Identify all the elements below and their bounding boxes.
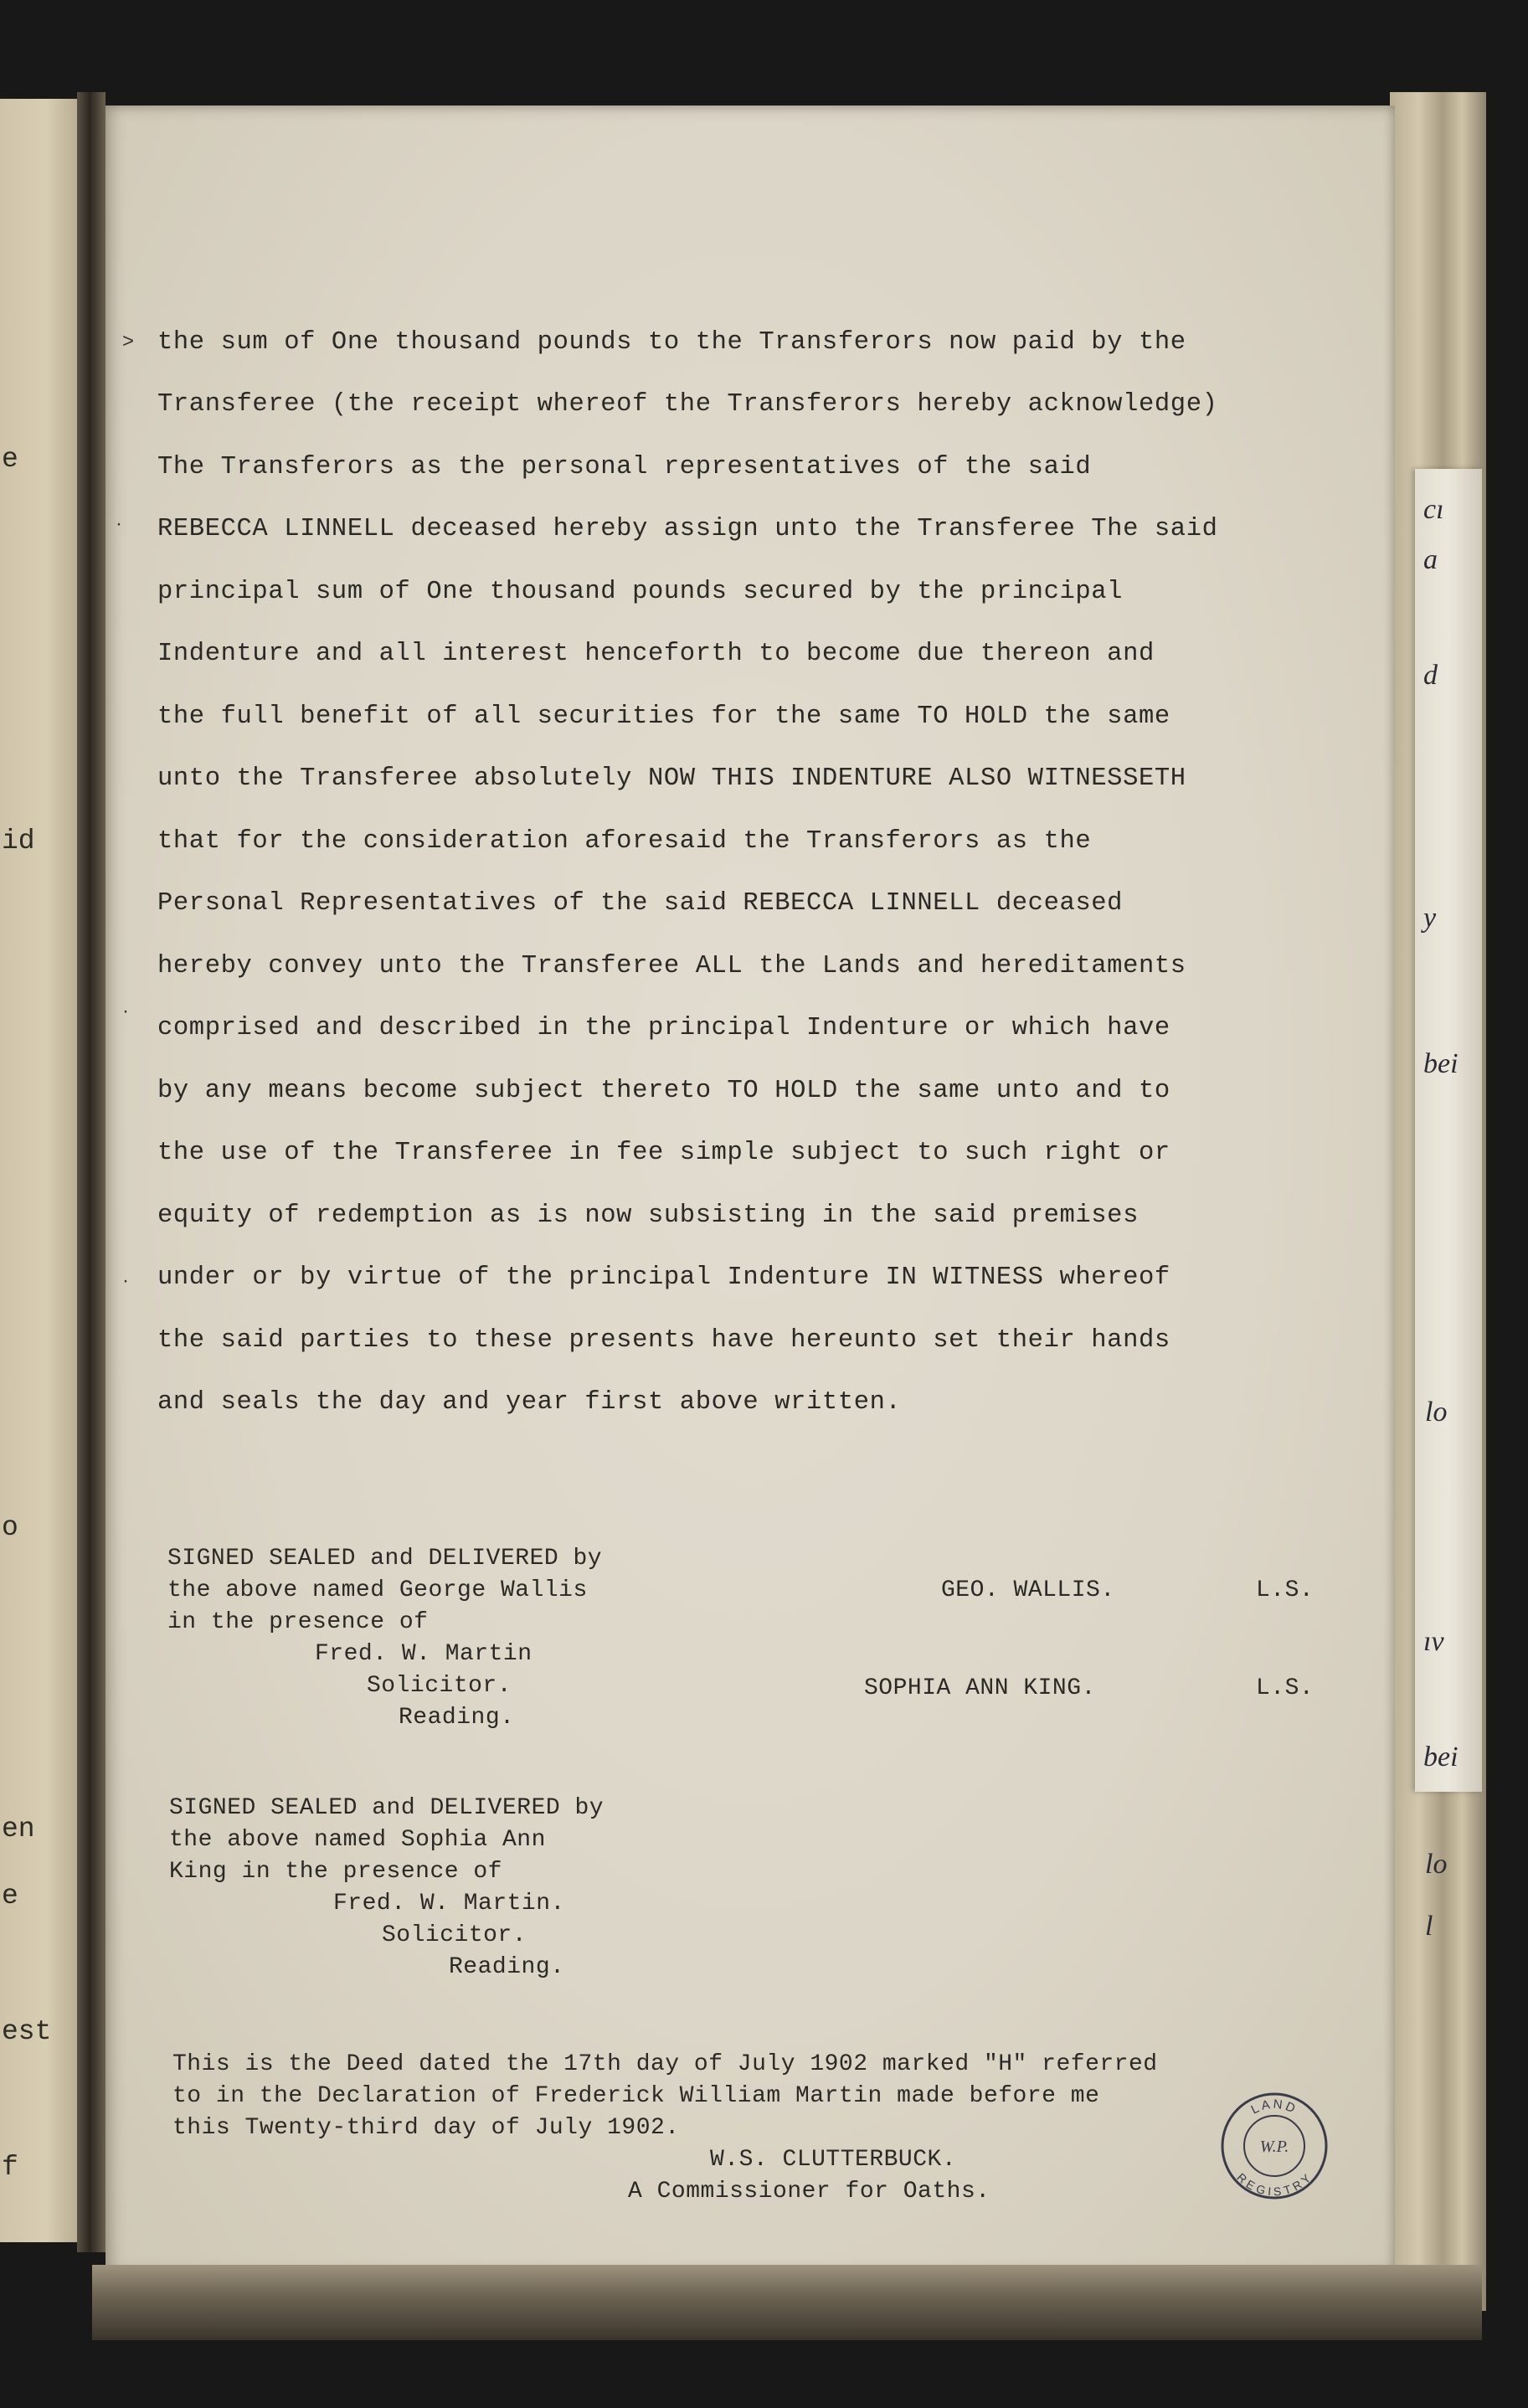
land-registry-stamp [1218, 2090, 1330, 2202]
witness-title: Solicitor. [382, 1922, 527, 1948]
witness-name: Fred. W. Martin [315, 1641, 532, 1667]
book-bottom-edge [92, 2265, 1482, 2340]
exhibit-line: This is the Deed dated the 17th day of July 1902 marked "H" referred [172, 2051, 1158, 2077]
body-line: the sum of One thousand pounds to the Transferors now paid by the [157, 328, 1186, 357]
left-page-fragment: f [2, 2152, 18, 2183]
edge-mark: a [1423, 544, 1438, 575]
body-line: Transferee (the receipt whereof the Transferors hereby acknowledge) [157, 390, 1218, 419]
exhibit-line: to in the Declaration of Frederick William Martin made before me [172, 2083, 1100, 2109]
body-line: The Transferors as the personal representatives of the said [157, 453, 1092, 481]
left-page-fragment: o [2, 1512, 18, 1543]
edge-mark: ıv [1423, 1626, 1444, 1657]
witness-title: Solicitor. [367, 1673, 512, 1699]
attestation-line: SIGNED SEALED and DELIVERED by [167, 1546, 603, 1572]
signatory-name: GEO. WALLIS. [941, 1577, 1115, 1603]
margin-tick: · [122, 1000, 129, 1022]
book-gutter [77, 92, 105, 2252]
stamp-bottom-text: REGISTRY [1234, 2170, 1314, 2199]
edge-mark: bei [1423, 1048, 1459, 1079]
stamp-top-text: LAND [1248, 2097, 1300, 2117]
witness-place: Reading. [449, 1954, 565, 1980]
commissioner-name: W.S. CLUTTERBUCK. [710, 2147, 957, 2173]
edge-mark: cı [1423, 494, 1444, 525]
margin-tick: · [116, 512, 122, 535]
attestation-line: SIGNED SEALED and DELIVERED by [169, 1795, 605, 1821]
body-line: the said parties to these presents have hereunto set their hands [157, 1326, 1170, 1355]
commissioner-title: A Commissioner for Oaths. [628, 2179, 990, 2205]
body-line: principal sum of One thousand pounds secured by the principal [157, 578, 1124, 606]
left-facing-page [0, 99, 77, 2242]
body-line: the full benefit of all securities for the same TO HOLD the same [157, 702, 1170, 731]
margin-tick: · [122, 1269, 129, 1292]
body-line: the use of the Transferee in fee simple subject to such right or [157, 1139, 1170, 1167]
body-line: under or by virtue of the principal Indenture IN WITNESS whereof [157, 1263, 1170, 1292]
edge-mark: lo [1425, 1849, 1448, 1880]
body-line: REBECCA LINNELL deceased hereby assign unto the Transferee The said [157, 515, 1218, 543]
deed-page [105, 105, 1395, 2274]
body-line: that for the consideration aforesaid the Transferors as the [157, 827, 1092, 856]
attestation-line: the above named Sophia Ann [169, 1827, 546, 1853]
body-line: by any means become subject thereto TO HOLD the same unto and to [157, 1077, 1170, 1105]
seal-mark: L.S. [1256, 1675, 1314, 1701]
witness-name: Fred. W. Martin. [333, 1891, 565, 1917]
margin-tick: ˃ [122, 330, 135, 352]
attestation-line: in the presence of [167, 1609, 429, 1635]
left-page-fragment: en [2, 1814, 35, 1845]
exhibit-line: this Twenty-third day of July 1902. [172, 2115, 680, 2141]
seal-mark: L.S. [1256, 1577, 1314, 1603]
body-line: unto the Transferee absolutely NOW THIS INDENTURE ALSO WITNESSETH [157, 764, 1186, 793]
body-line: comprised and described in the principal Indenture or which have [157, 1014, 1170, 1042]
edge-mark: l [1425, 1911, 1433, 1942]
left-page-fragment: est [2, 2016, 52, 2047]
stamp-center-initials: W.P. [1259, 2138, 1289, 2156]
left-page-fragment: e [2, 1881, 18, 1911]
attestation-line: King in the presence of [169, 1859, 502, 1885]
attestation-line: the above named George Wallis [167, 1577, 588, 1603]
left-page-fragment: e [2, 444, 18, 475]
signatory-name: SOPHIA ANN KING. [864, 1675, 1096, 1701]
body-line: Indenture and all interest henceforth to become due thereon and [157, 640, 1155, 668]
body-line: equity of redemption as is now subsisting in the said premises [157, 1201, 1139, 1230]
left-page-fragment: id [2, 826, 35, 857]
edge-mark: d [1423, 660, 1438, 691]
body-line: and seals the day and year first above written. [157, 1388, 902, 1417]
body-line: Personal Representatives of the said REBECCA LINNELL deceased [157, 889, 1124, 918]
witness-place: Reading. [399, 1705, 515, 1731]
edge-mark: bei [1423, 1742, 1459, 1773]
body-line: hereby convey unto the Transferee ALL the Lands and hereditaments [157, 952, 1186, 980]
edge-mark: y [1423, 903, 1437, 934]
edge-mark: lo [1425, 1397, 1448, 1428]
